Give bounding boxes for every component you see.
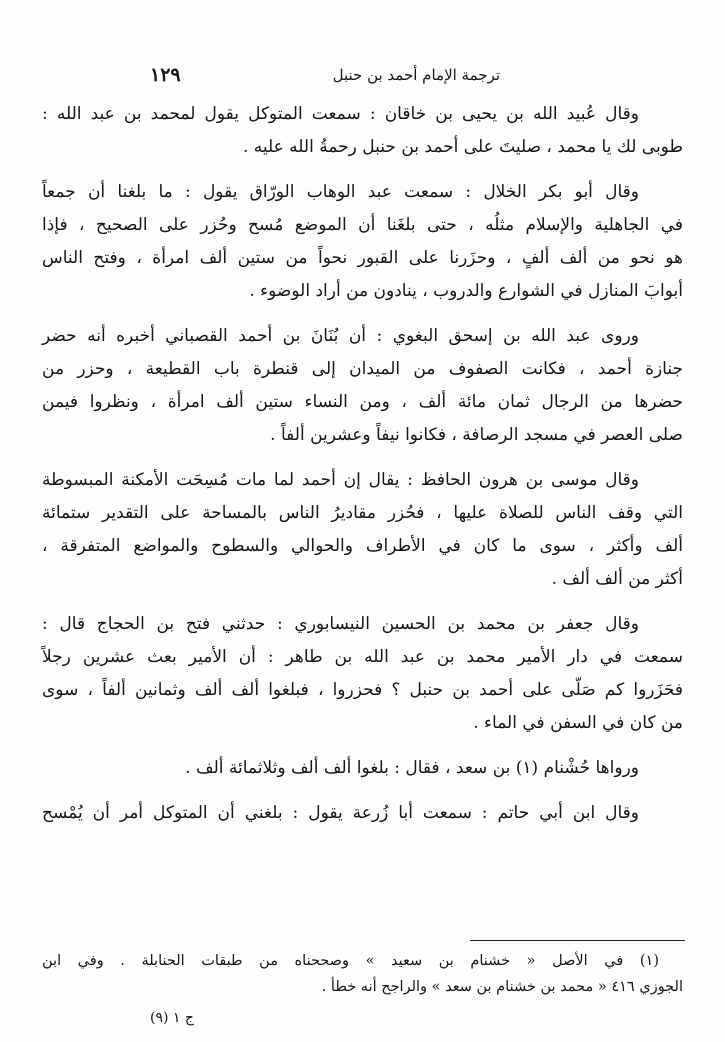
paragraph — [0, 797, 725, 830]
text-line: حضرها من الرجال ثمان مائة ألف ، ومن النساء ستين ألف امرأة ، ونظروا فيمن — [42, 392, 683, 412]
text-line: طوبى لك يا محمد ، صليتَ على أحمد بن حنبل رحمةُ الله عليه . — [242, 137, 683, 157]
text-line: وقال أبو بكر الخلال : سمعت عبد الوهاب الورّاق يقول : ما بلغنا أن جمعاً — [42, 182, 639, 202]
paragraph — [0, 464, 725, 596]
text-line: هو نحو من ألف ألفٍ ، وحزَرنا على القبور نحواً من ستين ألف امرأة ، وفتح الناس — [42, 248, 683, 268]
page-number: ١٢٩ — [150, 64, 181, 86]
running-header — [150, 64, 500, 90]
text-line: وروى عبد الله بن إسحق البغوي : أن بُنَانَ بن أحمد القصباني أخبره أنه حضر — [42, 326, 639, 346]
text-line: ورواها حُشْنام (١) بن سعد ، فقال : بلغوا ألف ألف وثلاثمائة ألف . — [185, 758, 639, 778]
paragraph — [0, 320, 725, 452]
footnote-divider — [470, 940, 685, 941]
text-line: سمعت في دار الأمير محمد بن عبد الله بن طاهر : أن الأمير بعث عشرين رجلاً — [42, 647, 683, 667]
text-line: في الجاهلية والإسلام مثلُه ، حتى بلغَنا أن الموضع مُسح وحُزر على الصحيح ، فإذا — [42, 215, 683, 235]
text-line: وقال عُبيد الله بن يحيى بن خاقان : سمعت المتوكل يقول لمحمد بن عبد الله : — [42, 104, 639, 124]
footnote-line: الجوزي ٤١٦ « محمد بن خشنام بن سعد » والراجح أنه خطأ . — [321, 979, 683, 995]
text-line: وقال جعفر بن محمد بن الحسين النيسابوري : حدثني فتح بن الحجاج قال : — [42, 614, 639, 634]
text-line: أكثر من ألف ألف . — [551, 569, 683, 589]
footnote-line: (١) في الأصل « خشنام بن سعيد » وصححناه من طبقات الحنابلة . وفي ابن — [42, 953, 659, 969]
paragraph — [0, 98, 725, 164]
body-text — [0, 98, 725, 842]
paragraph — [0, 752, 725, 785]
text-line: صلى العصر في مسجد الرصافة ، فكانوا نيفاً وعشرين ألفاً . — [270, 425, 683, 445]
text-line: جنازة أحمد ، فكانت الصفوف من الميدان إلى قنطرة باب القطيعة ، وحزر من — [42, 359, 683, 379]
paragraph — [0, 176, 725, 308]
printer-signature: ج ١ (٩) — [150, 1010, 194, 1026]
text-line: ألف وأكثر ، سوى ما كان في الأطراف والحوالي والسطوح والمواضع المتفرقة ، — [42, 536, 683, 556]
text-line: أبوابَ المنازل في الشوارع والدروب ، ينادون من أراد الوضوء . — [249, 281, 683, 301]
paragraph — [0, 608, 725, 740]
text-line: من كان في السفن في الماء . — [473, 713, 683, 733]
text-line: التي وقف الناس للصلاة عليها ، فحُزر مقاديرُ الناس بالمساحة على التقدير ستمائة — [42, 503, 683, 523]
text-line: وقال ابن أبي حاتم : سمعت أبا زُرعة يقول : بلغني أن المتوكل أمر أن يُمْسح — [42, 803, 639, 823]
running-title: ترجمة الإمام أحمد بن حنبل — [332, 66, 500, 84]
text-line: وقال موسى بن هرون الحافظ : يقال إن أحمد لما مات مُسِحَت الأمكنة المبسوطة — [42, 470, 639, 490]
footnote — [42, 948, 683, 1000]
text-line: فحَزَروا كم صَلّى على أحمد بن حنبل ؟ فحزروا ، فبلغوا ألف ألف وثمانين ألفاً ، سوى — [42, 680, 683, 700]
